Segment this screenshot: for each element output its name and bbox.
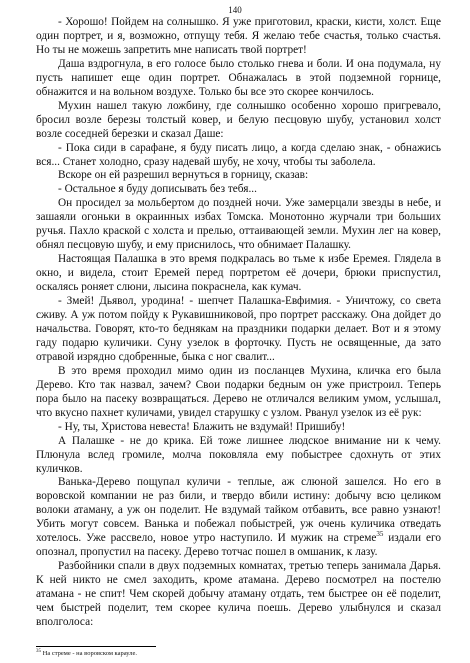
paragraph: Вскоре он ей разрешил вернуться в горницу, сказав: (58, 169, 309, 182)
footnote (36, 650, 441, 658)
paragraph: Настоящая Палашка в это время подкралась во тьме к избе Еремея. Глядела в окно, и видела, стоит Еремей перед портретом её дочери, брюки приспустил, оскалясь роняет слюни, лысина покраснела, как кумач. (36, 253, 441, 294)
paragraph: В это время проходил мимо один из посланцев Мухина, кличка его была Дерево. Кто так назвал, зачем? Свои подарки бедным он уже пристроил. Теперь пора было на пасеку возвращаться. Дерево не отличался великим умом, услышал, что вкусно пахнет куличами, увидел старушку с узлом. Рванул узелок из её рук: (36, 364, 441, 419)
paragraph: А Палашке - не до крика. Ей тоже лишнее людское внимание ни к чему. Плюнула вслед громиле, молча поковляла ему побыстрее сдохнуть от этих куличков. (36, 434, 441, 475)
paragraph: - Ну, ты, Христова невеста! Блажить не вздумай! Пришибу! (58, 420, 346, 433)
paragraph: - Остальное я буду дописывать без тебя... (58, 183, 257, 196)
footnote-divider (36, 646, 156, 647)
footnote-reference: 35 (376, 530, 384, 539)
paragraph: - Пока сиди в сарафане, я буду писать лицо, а когда сделаю знак, - обнажись вся... Станет холодно, сразу надевай шубу, не хочу, чтобы ты заболела. (36, 141, 441, 168)
paragraph-text: издали его опознал, пропустил на пасеку. Дерево тотчас пошел в омшаник, к лазу. (36, 532, 441, 559)
paragraph-with-footnote (36, 476, 441, 560)
paragraph: Мухин нашел такую ложбину, где солнышко особенно хорошо пригревало, бросил возле березы толстый ковер, и белую песцовую шубу, установил холст возле соседней березки и сказал Даше: (36, 99, 441, 140)
paragraph: Даша вздрогнула, в его голосе было столько гнева и боли. И она подумала, ну пусть напишет еще один портрет. Обнажалась в этой подземной горнице, обнажится и на вольном воздухе. Только бы все это скорее кончилось. (36, 57, 441, 98)
footnote-mark: 35 (36, 648, 41, 654)
page-number: 140 (228, 5, 242, 15)
paragraph: - Змей! Дьявол, уродина! - шепчет Палашка-Евфимия. - Уничтожу, со света сживу. А уж потом пойду к Рукавишниковой, про портрет расскажу. Она дойдет до начальства. Говорят, кто-то беднякам на праздники подарки делает. Вот и я этому гаду подарю куличики. Суну узелок в форточку. Пусть не освященные, да зато отравой изрядно сдобренные, быка с ног свалит... (36, 295, 441, 363)
body-text (36, 16, 441, 630)
footnote-text: На стреме - на воровском карауле. (42, 650, 138, 657)
paragraph-text: Ванька-Дерево пощупал куличи - теплые, аж слюной зашелся. Но его в воровской компании не раз били, и твердо вбили истину: добычу всю целиком волоки атаману, а уж он поделит. Не вздумай тайком отбавить, все равно узнают! Убить могут совсем. Ванька и побежал побыстрей, уж очень куличика отведать хотелось. Уже рассвело, новое утро наступило. И мужик на стреме (36, 476, 441, 545)
paragraph: Он просидел за мольбертом до поздней ночи. Уже замерцали звезды в небе, и зашаяли огоньки в окраинных избах Томска. Монотонно журчали три больших ручья. Пахло краской с холста и прелью, оттаивающей земли. Мухин лег на ковер, обнял песцовую шубу, и ему приснилось, что обнимает Палашку. (36, 197, 441, 252)
paragraph: - Хорошо! Пойдем на солнышко. Я уже приготовил, краски, кисти, холст. Еще один портрет, и я, возможно, отпущу тебя. Я желаю тебе счастья, только счастья. Но ты не можешь запретить мне написать твой портрет! (36, 16, 441, 56)
paragraph: Разбойники спали в двух подземных комнатах, третью теперь занимала Дарья. К ней никто не смел заходить, кроме атамана. Дерево посмотрел на постелю атамана - не спит! Чем скорей добычу атаману отдать, тем быстрее он её поделит, чем быстрей поделит, тем скорее кулича поешь. Дерево улыбнулся и сказал вполголоса: (36, 560, 441, 628)
